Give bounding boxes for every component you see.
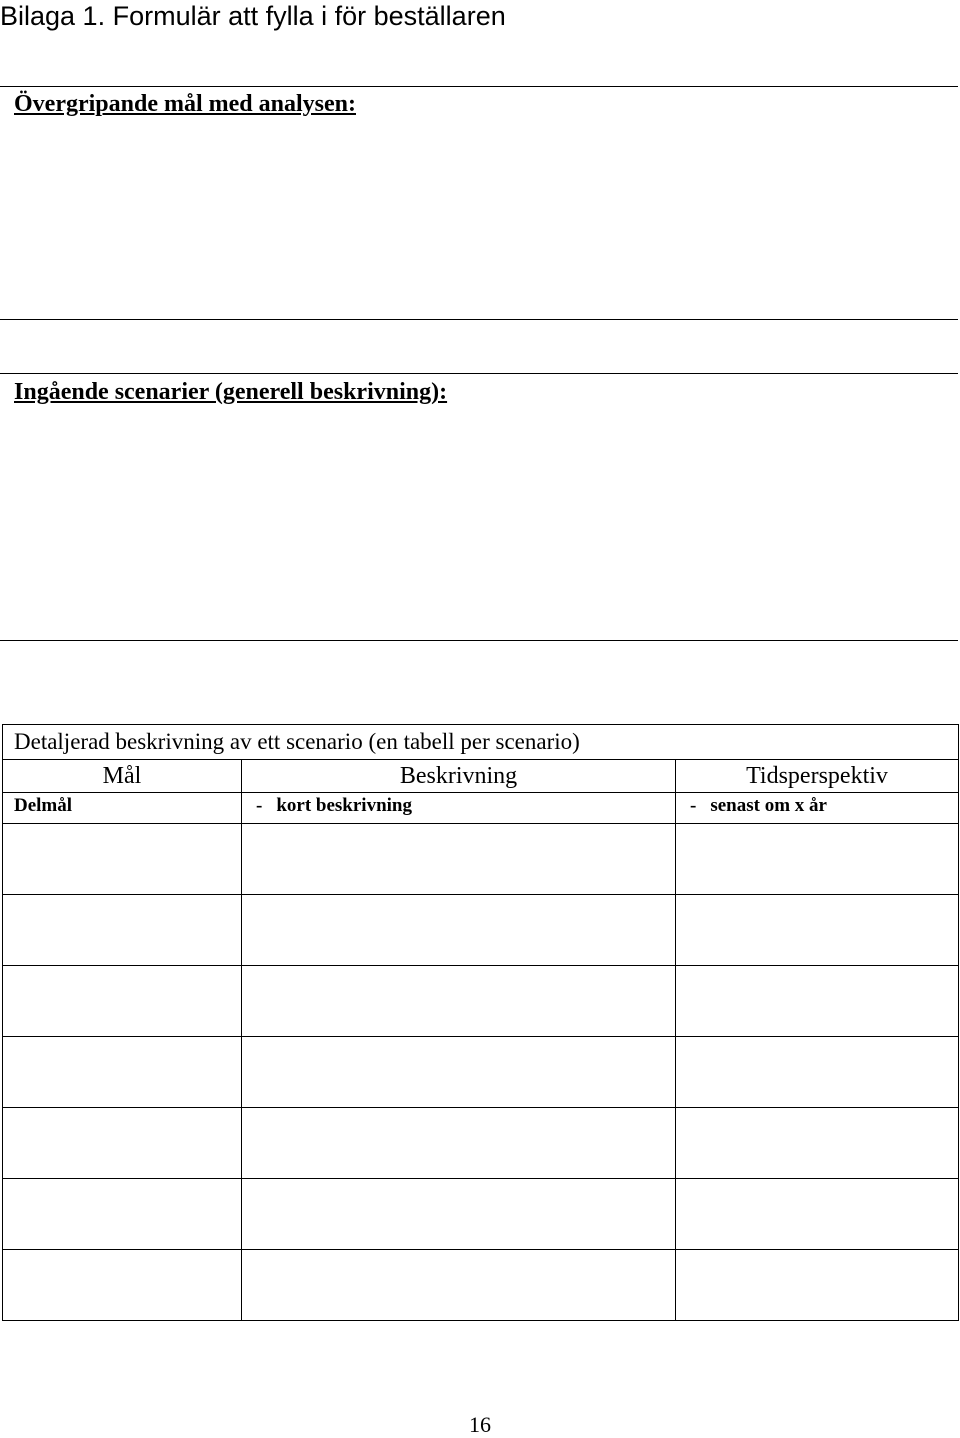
description-cell[interactable] (242, 895, 676, 966)
empty-rows-body (3, 824, 959, 1321)
overall-goal-label: Övergripande mål med analysen: (14, 91, 356, 117)
hint-goal: Delmål (3, 793, 242, 824)
goal-cell[interactable] (3, 1037, 242, 1108)
timeframe-cell[interactable] (676, 895, 959, 966)
page-number: 16 (469, 1412, 491, 1437)
document-heading: Bilaga 1. Formulär att fylla i för beställaren (0, 1, 506, 31)
description-cell[interactable] (242, 824, 676, 895)
timeframe-cell[interactable] (676, 824, 959, 895)
description-cell[interactable] (242, 966, 676, 1037)
table-row-hints (3, 793, 959, 824)
hint-description-dash: - (256, 795, 263, 816)
table-caption: Detaljerad beskrivning av ett scenario (en tabell per scenario) (3, 725, 959, 760)
hint-timeframe-text: senast om x år (710, 795, 827, 816)
overall-goal-box[interactable] (0, 86, 958, 320)
goal-cell[interactable] (3, 1250, 242, 1321)
hint-description (242, 793, 676, 824)
column-header-description: Beskrivning (242, 760, 676, 793)
table-row (3, 895, 959, 966)
table-row (3, 1179, 959, 1250)
timeframe-cell[interactable] (676, 1037, 959, 1108)
scenarios-label: Ingående scenarier (generell beskrivning): (14, 379, 448, 405)
goal-cell[interactable] (3, 966, 242, 1037)
description-cell[interactable] (242, 1250, 676, 1321)
hint-description-text: kort beskrivning (276, 795, 412, 816)
column-header-timeframe: Tidsperspektiv (676, 760, 959, 793)
timeframe-cell[interactable] (676, 1179, 959, 1250)
hint-timeframe-dash: - (690, 795, 697, 816)
description-cell[interactable] (242, 1108, 676, 1179)
description-cell[interactable] (242, 1037, 676, 1108)
table-row (3, 1108, 959, 1179)
hint-timeframe (676, 793, 959, 824)
scenarios-box[interactable] (0, 373, 958, 641)
table-row (3, 1037, 959, 1108)
timeframe-cell[interactable] (676, 1108, 959, 1179)
table-row (3, 824, 959, 895)
goal-cell[interactable] (3, 1179, 242, 1250)
goal-cell[interactable] (3, 895, 242, 966)
table-row (3, 966, 959, 1037)
scenario-table (2, 724, 959, 1321)
table-row (3, 1250, 959, 1321)
goal-cell[interactable] (3, 824, 242, 895)
column-header-goal: Mål (3, 760, 242, 793)
timeframe-cell[interactable] (676, 966, 959, 1037)
goal-cell[interactable] (3, 1108, 242, 1179)
timeframe-cell[interactable] (676, 1250, 959, 1321)
description-cell[interactable] (242, 1179, 676, 1250)
